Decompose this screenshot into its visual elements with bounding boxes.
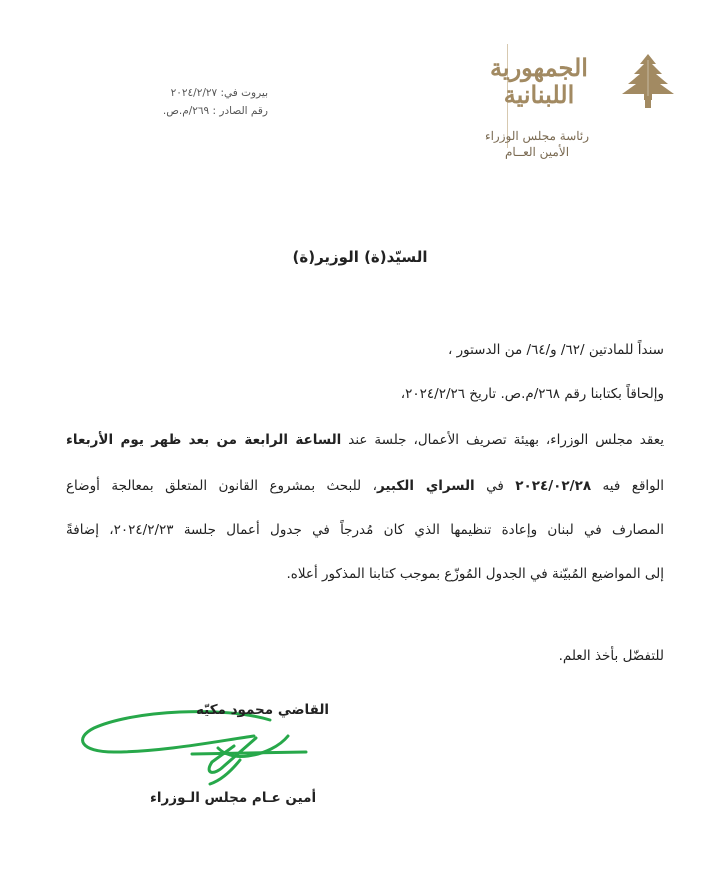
body-line-6: إلى المواضيع المُبيّنة في الجدول المُوزّع بموجب كتابنا المذكور أعلاه.: [286, 566, 664, 582]
meeting-time: الساعة الرابعة من بعد ظهر يوم الأربعاء: [66, 432, 342, 448]
salutation: السيّد(ة) الوزير(ة): [292, 248, 428, 266]
government-name: [474, 54, 604, 108]
office-name: [472, 128, 602, 160]
body-line-4-text-c: في: [474, 478, 516, 494]
letter-meta: [118, 84, 268, 120]
office-name-line1: رئاسة مجلس الوزراء: [484, 129, 590, 143]
body-line-4-text-e: ، للبحث بمشروع القانون المتعلق بمعالجة أوضاع: [66, 478, 377, 494]
meeting-place: السراي الكبير: [376, 478, 475, 494]
body-line-5: المصارف في لبنان وإعادة تنظيمها الذي كان مُدرجاً في جدول أعمال جلسة ٢٠٢٤/٢/٢٣، إضافةً: [66, 522, 664, 538]
letter-ref: رقم الصادر : ٢٦٩/م.ص.: [162, 105, 268, 117]
meeting-date: ٢٠٢٤/٠٢/٢٨: [515, 478, 592, 494]
letter-date: بيروت في: ٢٠٢٤/٢/٢٧: [170, 87, 268, 99]
signer-name: القاضي محمود مكيّه: [196, 702, 330, 718]
body-line-4: [66, 478, 664, 494]
office-name-line2: الأمين العــام: [504, 145, 570, 159]
body-line-3-text: يعقد مجلس الوزراء، بهيئة تصريف الأعمال، جلسة عند: [341, 432, 664, 448]
body-line-2: وإلحاقاً بكتابنا رقم ٢٦٨/م.ص. تاريخ ٢٠٢٤/٢/٢٦،: [400, 386, 664, 402]
body-line-3: [66, 432, 664, 448]
government-name-line1: الجمهورية: [490, 53, 588, 82]
government-name-line2: اللبنانية: [503, 80, 575, 109]
body-line-1: سنداً للمادتين /٦٢/ و/٦٤/ من الدستور ،: [447, 342, 664, 358]
signer-title: أمين عـام مجلس الـوزراء: [150, 790, 317, 806]
body-line-4-text-a: الواقع فيه: [591, 478, 664, 494]
cedar-emblem-icon: [616, 52, 680, 112]
letterhead-emblem: [480, 48, 680, 158]
closing-line: للتفضّل بأخذ العلم.: [558, 648, 664, 664]
